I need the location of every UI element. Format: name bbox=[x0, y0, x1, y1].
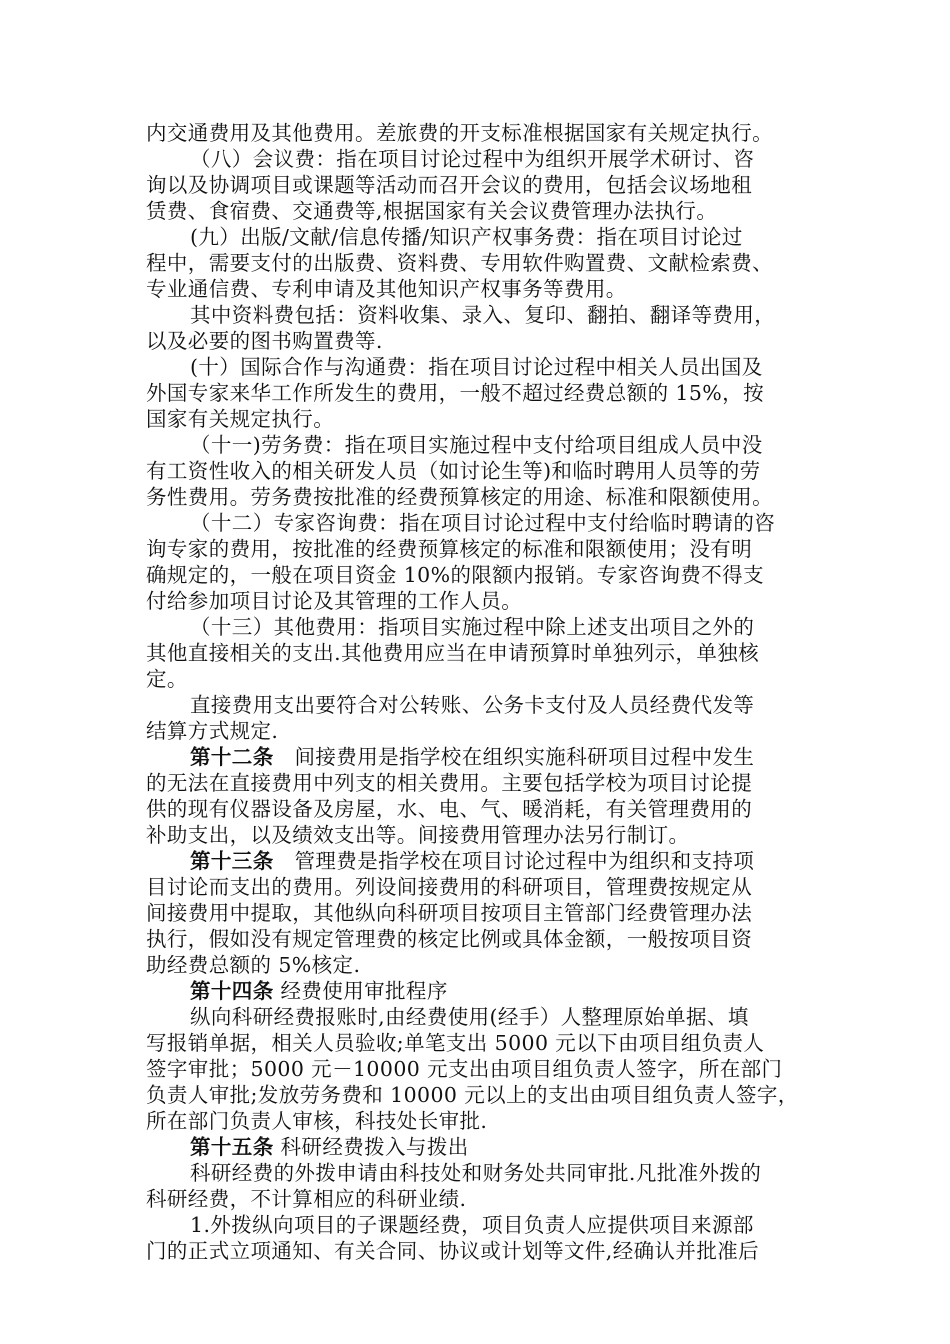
line-text: 补助支出，以及绩效支出等。间接费用管理办法另行制订。 bbox=[146, 823, 690, 847]
line-text: 以及必要的图书购置费等. bbox=[146, 329, 383, 353]
line-text: 1.外拨纵向项目的子课题经费，项目负责人应提供项目来源部 bbox=[190, 1213, 754, 1237]
line-text: 目讨论而支出的费用。列设间接费用的科研项目，管理费按规定从 bbox=[146, 875, 753, 899]
line-text: 执行，假如没有规定管理费的核定比例或具体金额，一般按项目资 bbox=[146, 927, 753, 951]
line-text: 科研经费，不计算相应的科研业绩. bbox=[146, 1187, 467, 1211]
text-line bbox=[146, 666, 188, 692]
text-line bbox=[146, 1186, 466, 1212]
line-text: 务性费用。劳务费按批准的经费预算核定的用途、标准和限额使用。 bbox=[146, 485, 773, 509]
text-line bbox=[146, 276, 627, 302]
line-text: (十）国际合作与沟通费：指在项目讨论过程中相关人员出国及 bbox=[190, 355, 763, 379]
line-text: 内交通费用及其他费用。差旅费的开支标准根据国家有关规定执行。 bbox=[146, 121, 773, 145]
line-text: 的无法在直接费用中列支的相关费用。主要包括学校为项目讨论提 bbox=[146, 771, 753, 795]
line-text: （十二）专家咨询费：指在项目讨论过程中支付给临时聘请的咨 bbox=[190, 511, 776, 535]
text-line bbox=[190, 978, 448, 1004]
text-line bbox=[190, 224, 743, 250]
text-line bbox=[190, 302, 775, 328]
line-text: 科研经费拨入与拨出 bbox=[273, 1135, 469, 1159]
line-text: 赁费、食宿费、交通费等,根据国家有关会议费管理办法执行。 bbox=[146, 199, 718, 223]
text-line bbox=[146, 1030, 764, 1056]
text-line bbox=[190, 692, 754, 718]
text-line bbox=[146, 1108, 487, 1134]
text-line bbox=[146, 328, 383, 354]
text-line bbox=[190, 848, 754, 874]
text-line bbox=[190, 614, 754, 640]
text-line bbox=[146, 822, 689, 848]
text-line bbox=[146, 770, 752, 796]
article-number: 第十四条 bbox=[190, 979, 274, 1003]
line-text: 询以及协调项目或课题等活动而召开会议的费用，包括会议场地租 bbox=[146, 173, 753, 197]
line-text: 管理费是指学校在项目讨论过程中为组织和支持项 bbox=[273, 849, 755, 873]
line-text: （十一)劳务费：指在项目实施过程中支付给项目组成人员中没 bbox=[190, 433, 763, 457]
text-line bbox=[190, 510, 775, 536]
text-line bbox=[190, 744, 754, 770]
text-line bbox=[146, 250, 773, 276]
line-text: 结算方式规定. bbox=[146, 719, 279, 743]
text-line bbox=[190, 354, 763, 380]
line-text: （十三）其他费用：指项目实施过程中除上述支出项目之外的 bbox=[190, 615, 755, 639]
line-text: 询专家的费用，按批准的经费预算核定的标准和限额使用；没有明 bbox=[146, 537, 753, 561]
text-line bbox=[146, 796, 752, 822]
line-text: 间接费用是指学校在组织实施科研项目过程中发生 bbox=[273, 745, 755, 769]
line-text: 付给参加项目讨论及其管理的工作人员。 bbox=[146, 589, 523, 613]
text-line bbox=[146, 458, 761, 484]
text-line bbox=[146, 718, 278, 744]
text-line bbox=[146, 1082, 799, 1108]
line-text: 国家有关规定执行。 bbox=[146, 407, 335, 431]
line-text: 间接费用中提取，其他纵向科研项目按项目主管部门经费管理办法 bbox=[146, 901, 753, 925]
line-text: 直接费用支出要符合对公转账、公务卡支付及人员经费代发等 bbox=[190, 693, 755, 717]
line-text: 外国专家来华工作所发生的费用，一般不超过经费总额的 15%，按 bbox=[146, 381, 764, 405]
text-line bbox=[146, 640, 759, 666]
line-text: 有工资性收入的相关研发人员（如讨论生等)和临时聘用人员等的劳 bbox=[146, 459, 761, 483]
line-text: 助经费总额的 5%核定. bbox=[146, 953, 361, 977]
line-text: 确规定的，一般在项目资金 10%的限额内报销。专家咨询费不得支 bbox=[146, 563, 764, 587]
line-text: 定。 bbox=[146, 667, 188, 691]
article-number: 第十五条 bbox=[190, 1135, 274, 1159]
text-line bbox=[190, 1004, 749, 1030]
line-text: 程中，需要支付的出版费、资料费、专用软件购置费、文献检索费、 bbox=[146, 251, 773, 275]
text-line bbox=[146, 172, 752, 198]
article-number: 第十三条 bbox=[190, 849, 274, 873]
line-text: （八）会议费：指在项目讨论过程中为组织开展学术研讨、咨 bbox=[190, 147, 755, 171]
text-line bbox=[190, 1134, 469, 1160]
text-line bbox=[190, 432, 763, 458]
line-text: 负责人审批;发放劳务费和 10000 元以上的支出由项目组负责人签字， bbox=[146, 1083, 799, 1107]
text-line bbox=[146, 406, 334, 432]
line-text: 纵向科研经费报账时,由经费使用(经手）人整理原始单据、填 bbox=[190, 1005, 749, 1029]
line-text: 供的现有仪器设备及房屋，水、电、气、暖消耗，有关管理费用的 bbox=[146, 797, 753, 821]
line-text: 签字审批；5000 元－10000 元支出由项目组负责人签字，所在部门 bbox=[146, 1057, 783, 1081]
text-line bbox=[146, 198, 717, 224]
article-number: 第十二条 bbox=[190, 745, 274, 769]
line-text: 专业通信费、专利申请及其他知识产权事务等费用。 bbox=[146, 277, 627, 301]
line-text: 经费使用审批程序 bbox=[273, 979, 448, 1003]
text-line bbox=[146, 926, 752, 952]
text-line bbox=[146, 120, 773, 146]
text-line bbox=[190, 1160, 761, 1186]
line-text: 所在部门负责人审核，科技处长审批. bbox=[146, 1109, 488, 1133]
text-line bbox=[190, 146, 754, 172]
text-line bbox=[146, 1056, 782, 1082]
line-text: 其他直接相关的支出.其他费用应当在申请预算时单独列示，单独核 bbox=[146, 641, 760, 665]
text-line bbox=[146, 1238, 759, 1264]
text-line bbox=[146, 484, 773, 510]
text-line bbox=[146, 874, 752, 900]
text-line bbox=[146, 588, 522, 614]
line-text: 其中资料费包括：资料收集、录入、复印、翻拍、翻译等费用， bbox=[190, 303, 776, 327]
line-text: 门的正式立项通知、有关合同、协议或计划等文件,经确认并批准后 bbox=[146, 1239, 760, 1263]
text-line bbox=[146, 380, 764, 406]
line-text: 写报销单据，相关人员验收;单笔支出 5000 元以下由项目组负责人 bbox=[146, 1031, 765, 1055]
text-line bbox=[146, 562, 764, 588]
text-line bbox=[190, 1212, 754, 1238]
text-line bbox=[146, 900, 752, 926]
text-line bbox=[146, 952, 360, 978]
line-text: (九）出版/文献/信息传播/知识产权事务费：指在项目讨论过 bbox=[190, 225, 743, 249]
line-text: 科研经费的外拨申请由科技处和财务处共同审批.凡批准外拨的 bbox=[190, 1161, 762, 1185]
text-line bbox=[146, 536, 752, 562]
